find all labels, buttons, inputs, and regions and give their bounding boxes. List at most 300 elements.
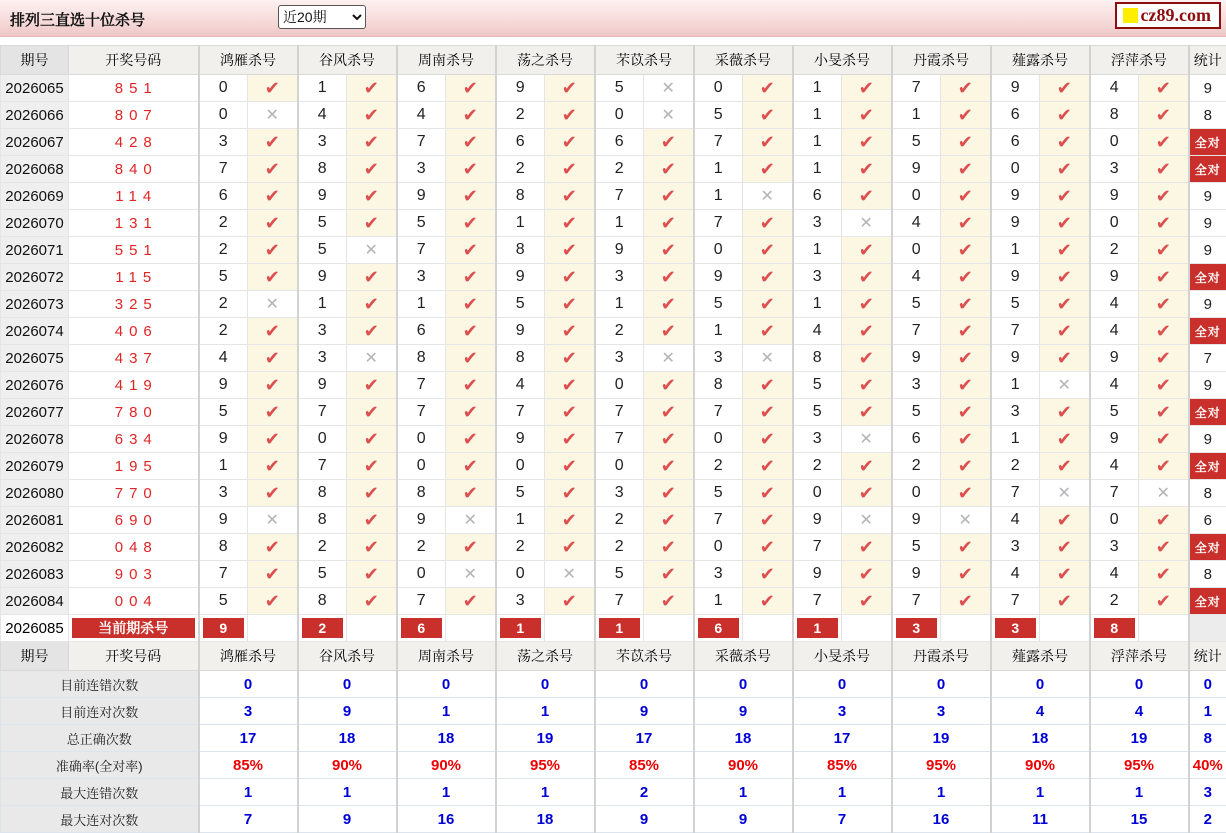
kill-result-cell (842, 480, 892, 507)
cross-icon: ✕ (761, 188, 774, 205)
kill-result-cell (545, 210, 595, 237)
kill-result-cell (446, 129, 496, 156)
kill-result-cell (941, 129, 991, 156)
kill-digit-cell: 3 (991, 534, 1040, 561)
check-icon: ✔ (1057, 132, 1072, 152)
kill-digit-cell: 4 (991, 507, 1040, 534)
kill-digit-cell: 7 (199, 156, 248, 183)
kill-digit-cell: 0 (694, 534, 743, 561)
kill-digit-cell: 1 (694, 183, 743, 210)
kill-result-cell (347, 318, 397, 345)
stats-value-cell: 1 (496, 779, 595, 806)
check-icon: ✔ (661, 375, 676, 395)
kill-digit-cell: 9 (1090, 264, 1139, 291)
kill-digit-cell: 7 (298, 453, 347, 480)
kill-digit-cell: 5 (397, 210, 446, 237)
table-row (1, 75, 1226, 102)
kill-result-cell (545, 507, 595, 534)
check-icon: ✔ (562, 267, 577, 287)
check-icon: ✔ (1057, 321, 1072, 341)
check-icon: ✔ (463, 132, 478, 152)
kill-result-cell (941, 264, 991, 291)
check-icon: ✔ (562, 294, 577, 314)
kill-result-cell (347, 156, 397, 183)
cross-icon: ✕ (761, 350, 774, 367)
check-icon: ✔ (760, 537, 775, 557)
stats-value-cell: 15 (1090, 806, 1189, 833)
kill-digit-cell: 1 (595, 291, 644, 318)
stats-value-cell: 85% (793, 752, 892, 779)
kill-result-cell (248, 156, 298, 183)
kill-result-cell (248, 183, 298, 210)
check-icon: ✔ (661, 213, 676, 233)
check-icon: ✔ (1057, 267, 1072, 287)
kill-result-cell (842, 210, 892, 237)
kill-digit-cell: 1 (298, 75, 347, 102)
table-row (1, 534, 1226, 561)
check-icon: ✔ (562, 213, 577, 233)
check-icon: ✔ (463, 402, 478, 422)
kill-result-cell (644, 507, 694, 534)
kill-digit-cell: 7 (793, 534, 842, 561)
col-header-stat: 统计 (1189, 46, 1226, 75)
kill-digit-cell: 2 (496, 534, 545, 561)
kill-result-cell (644, 318, 694, 345)
kill-result-cell (644, 453, 694, 480)
kill-result-cell (248, 453, 298, 480)
kill-digit-cell: 9 (991, 264, 1040, 291)
check-icon: ✔ (364, 591, 379, 611)
check-icon: ✔ (265, 537, 280, 557)
kill-digit-cell: 2 (199, 318, 248, 345)
kill-result-cell (941, 507, 991, 534)
kill-result-cell (248, 75, 298, 102)
check-icon: ✔ (562, 402, 577, 422)
stats-value-cell: 0 (298, 671, 397, 698)
stats-value-cell: 3 (793, 698, 892, 725)
period-range-select[interactable] (278, 5, 366, 29)
kill-result-cell (743, 561, 793, 588)
table-row (1, 210, 1226, 237)
check-icon: ✔ (463, 294, 478, 314)
kill-digit-cell: 3 (397, 264, 446, 291)
check-icon: ✔ (958, 186, 973, 206)
kill-digit-cell: 9 (793, 561, 842, 588)
kill-digit-cell: 2 (595, 507, 644, 534)
stat-cell: 8 (1189, 561, 1226, 588)
kill-result-cell (941, 372, 991, 399)
kill-digit-cell: 4 (496, 372, 545, 399)
check-icon: ✔ (265, 402, 280, 422)
kill-result-cell (842, 237, 892, 264)
kill-result-cell (842, 534, 892, 561)
kill-digit-cell: 6 (397, 318, 446, 345)
stats-value-cell: 1 (199, 779, 298, 806)
stat-all-correct-cell: 全对 (1189, 534, 1226, 561)
stats-stat-cell: 1 (1189, 698, 1226, 725)
kill-digit-cell: 4 (991, 561, 1040, 588)
stat-cell: 9 (1189, 183, 1226, 210)
kill-result-cell (842, 318, 892, 345)
kill-result-cell (842, 345, 892, 372)
kill-digit-cell: 7 (991, 318, 1040, 345)
kill-result-cell (1040, 507, 1090, 534)
check-icon: ✔ (463, 483, 478, 503)
current-kill-result-cell (545, 615, 595, 642)
check-icon: ✔ (265, 483, 280, 503)
kill-digit-cell: 2 (793, 453, 842, 480)
check-icon: ✔ (562, 105, 577, 125)
check-icon: ✔ (463, 591, 478, 611)
check-icon: ✔ (1156, 537, 1171, 557)
kill-digit-cell: 4 (1090, 75, 1139, 102)
draw-number-cell: 131 (69, 210, 199, 237)
stats-stat-cell: 8 (1189, 725, 1226, 752)
kill-result-cell (347, 102, 397, 129)
kill-digit-cell: 3 (694, 561, 743, 588)
check-icon: ✔ (760, 213, 775, 233)
current-kill-digit: 2 (302, 618, 344, 638)
header-row (1, 642, 1226, 671)
kill-digit-cell: 9 (892, 156, 941, 183)
check-icon: ✔ (562, 240, 577, 260)
col-header-period: 期号 (1, 46, 69, 75)
kill-result-cell (1040, 399, 1090, 426)
stats-value-cell: 9 (694, 698, 793, 725)
kill-digit-cell: 3 (595, 264, 644, 291)
kill-result-cell (941, 453, 991, 480)
stats-stat-cell: 40% (1189, 752, 1226, 779)
kill-digit-cell: 7 (397, 129, 446, 156)
kill-result-cell (347, 372, 397, 399)
kill-result-cell (446, 183, 496, 210)
col-header-expert: 小旻杀号 (793, 642, 892, 671)
stats-value-cell: 95% (1090, 752, 1189, 779)
col-header-expert: 丹霞杀号 (892, 642, 991, 671)
stats-row (1, 725, 1226, 752)
kill-digit-cell: 7 (694, 507, 743, 534)
check-icon: ✔ (958, 375, 973, 395)
kill-result-cell (842, 453, 892, 480)
stats-value-cell: 1 (397, 698, 496, 725)
table-row (1, 318, 1226, 345)
kill-digit-cell: 6 (991, 129, 1040, 156)
kill-result-cell (941, 399, 991, 426)
current-kill-digit: 1 (599, 618, 641, 638)
current-kill-digit: 6 (698, 618, 740, 638)
stats-stat-cell: 2 (1189, 806, 1226, 833)
check-icon: ✔ (760, 456, 775, 476)
stats-value-cell: 18 (694, 725, 793, 752)
stats-value-cell: 18 (298, 725, 397, 752)
table-row (1, 156, 1226, 183)
kill-result-cell (842, 588, 892, 615)
kill-digit-cell: 7 (694, 399, 743, 426)
kill-result-cell (941, 534, 991, 561)
kill-digit-cell: 2 (595, 318, 644, 345)
cross-icon: ✕ (464, 512, 477, 529)
current-kill-digit: 3 (896, 618, 938, 638)
col-header-expert: 丹霞杀号 (892, 46, 991, 75)
check-icon: ✔ (364, 429, 379, 449)
kill-digit-cell: 7 (199, 561, 248, 588)
check-icon: ✔ (364, 213, 379, 233)
stats-value-cell: 16 (892, 806, 991, 833)
kill-result-cell (941, 102, 991, 129)
page-title: 排列三直选十位杀号 (10, 9, 145, 30)
stats-value-cell: 1 (694, 779, 793, 806)
check-icon: ✔ (958, 429, 973, 449)
check-icon: ✔ (958, 483, 973, 503)
kill-result-cell (1139, 507, 1189, 534)
logo-square-icon (1123, 8, 1138, 23)
check-icon: ✔ (859, 240, 874, 260)
stat-cell (1189, 615, 1226, 642)
kill-digit-cell: 0 (1090, 210, 1139, 237)
kill-digit-cell: 0 (298, 426, 347, 453)
table-row (1, 588, 1226, 615)
stats-row (1, 698, 1226, 725)
table-row (1, 453, 1226, 480)
check-icon: ✔ (958, 159, 973, 179)
stats-row (1, 752, 1226, 779)
draw-number-cell: 840 (69, 156, 199, 183)
stat-all-correct-cell: 全对 (1189, 156, 1226, 183)
kill-result-cell (446, 264, 496, 291)
kill-result-cell (347, 129, 397, 156)
kill-result-cell (1139, 399, 1189, 426)
check-icon: ✔ (1156, 294, 1171, 314)
kill-digit-cell: 3 (298, 318, 347, 345)
kill-result-cell (1139, 156, 1189, 183)
current-kill-result-cell (644, 615, 694, 642)
cross-icon: ✕ (959, 512, 972, 529)
kill-digit-cell: 8 (298, 480, 347, 507)
kill-result-cell (545, 183, 595, 210)
current-kill-digit-cell (199, 615, 248, 642)
cross-icon: ✕ (1058, 377, 1071, 394)
kill-digit-cell: 1 (496, 507, 545, 534)
check-icon: ✔ (265, 429, 280, 449)
kill-result-cell (347, 291, 397, 318)
current-kill-digit-cell (1090, 615, 1139, 642)
kill-digit-cell: 0 (694, 426, 743, 453)
check-icon: ✔ (364, 159, 379, 179)
check-icon: ✔ (859, 105, 874, 125)
check-icon: ✔ (265, 564, 280, 584)
kill-result-cell (1040, 453, 1090, 480)
check-icon: ✔ (265, 186, 280, 206)
kill-digit-cell: 5 (298, 210, 347, 237)
stat-cell: 7 (1189, 345, 1226, 372)
kill-digit-cell: 5 (991, 291, 1040, 318)
stats-value-cell: 3 (892, 698, 991, 725)
kill-digit-cell: 5 (199, 399, 248, 426)
stats-value-cell: 19 (892, 725, 991, 752)
kill-digit-cell: 0 (1090, 507, 1139, 534)
kill-digit-cell: 2 (496, 156, 545, 183)
kill-result-cell (545, 345, 595, 372)
kill-result-cell (743, 210, 793, 237)
kill-digit-cell: 3 (1090, 534, 1139, 561)
kill-digit-cell: 3 (298, 129, 347, 156)
kill-result-cell (1139, 237, 1189, 264)
check-icon: ✔ (364, 186, 379, 206)
draw-number-cell: 634 (69, 426, 199, 453)
kill-digit-cell: 8 (1090, 102, 1139, 129)
kill-digit-cell: 8 (298, 507, 347, 534)
stats-value-cell: 18 (991, 725, 1090, 752)
check-icon: ✔ (859, 402, 874, 422)
kill-result-cell (842, 291, 892, 318)
check-icon: ✔ (760, 240, 775, 260)
check-icon: ✔ (265, 456, 280, 476)
check-icon: ✔ (958, 402, 973, 422)
kill-result-cell (347, 399, 397, 426)
stats-value-cell: 95% (496, 752, 595, 779)
check-icon: ✔ (364, 132, 379, 152)
kill-result-cell (1040, 561, 1090, 588)
kill-result-cell (248, 372, 298, 399)
kill-digit-cell: 9 (991, 210, 1040, 237)
kill-digit-cell: 9 (496, 264, 545, 291)
period-cell: 2026067 (1, 129, 69, 156)
current-kill-digit-cell (595, 615, 644, 642)
kill-digit-cell: 8 (496, 237, 545, 264)
draw-number-cell: 406 (69, 318, 199, 345)
kill-digit-cell: 2 (1090, 588, 1139, 615)
check-icon: ✔ (958, 321, 973, 341)
stat-cell: 9 (1189, 210, 1226, 237)
stats-value-cell: 0 (892, 671, 991, 698)
current-kill-digit: 1 (797, 618, 839, 638)
draw-number-cell: 780 (69, 399, 199, 426)
kill-result-cell (446, 318, 496, 345)
check-icon: ✔ (364, 564, 379, 584)
kill-digit-cell: 9 (991, 75, 1040, 102)
kill-result-cell (446, 75, 496, 102)
check-icon: ✔ (661, 510, 676, 530)
draw-number-cell: 115 (69, 264, 199, 291)
check-icon: ✔ (1156, 159, 1171, 179)
kill-result-cell (644, 183, 694, 210)
kill-result-cell (1040, 291, 1090, 318)
kill-digit-cell: 9 (1090, 345, 1139, 372)
check-icon: ✔ (661, 402, 676, 422)
check-icon: ✔ (1156, 321, 1171, 341)
kill-result-cell (446, 210, 496, 237)
kill-result-cell (248, 426, 298, 453)
kill-result-cell (545, 237, 595, 264)
kill-digit-cell: 3 (595, 345, 644, 372)
kill-result-cell (743, 372, 793, 399)
kill-digit-cell: 9 (397, 507, 446, 534)
kill-result-cell (1040, 75, 1090, 102)
stats-value-cell: 1 (298, 779, 397, 806)
check-icon: ✔ (661, 294, 676, 314)
stats-label-cell: 目前连对次数 (1, 698, 199, 725)
site-logo[interactable] (1115, 2, 1221, 29)
kill-result-cell (1139, 426, 1189, 453)
draw-number-cell: 807 (69, 102, 199, 129)
draw-number-cell: 851 (69, 75, 199, 102)
cross-icon: ✕ (563, 566, 576, 583)
kill-digit-cell: 6 (991, 102, 1040, 129)
table-row (1, 480, 1226, 507)
draw-number-cell: 690 (69, 507, 199, 534)
kill-digit-cell: 7 (397, 399, 446, 426)
kill-result-cell (545, 534, 595, 561)
check-icon: ✔ (958, 105, 973, 125)
kill-digit-cell: 1 (694, 588, 743, 615)
kill-digit-cell: 2 (199, 210, 248, 237)
current-kill-result-cell (446, 615, 496, 642)
kill-result-cell (446, 102, 496, 129)
current-kill-digit: 6 (401, 618, 443, 638)
current-kill-result-cell (941, 615, 991, 642)
kill-result-cell (941, 291, 991, 318)
current-period-row (1, 615, 1226, 642)
kill-digit-cell: 7 (892, 588, 941, 615)
check-icon: ✔ (364, 267, 379, 287)
col-header-expert: 周南杀号 (397, 642, 496, 671)
stats-value-cell: 11 (991, 806, 1090, 833)
stats-value-cell: 90% (694, 752, 793, 779)
check-icon: ✔ (1057, 510, 1072, 530)
kill-result-cell (248, 237, 298, 264)
kill-digit-cell: 3 (793, 426, 842, 453)
cross-icon: ✕ (266, 296, 279, 313)
current-kill-result-cell (1139, 615, 1189, 642)
kill-digit-cell: 8 (298, 588, 347, 615)
current-kill-result-cell (248, 615, 298, 642)
check-icon: ✔ (661, 429, 676, 449)
col-header-expert: 采薇杀号 (694, 642, 793, 671)
period-cell: 2026069 (1, 183, 69, 210)
kill-result-cell (743, 480, 793, 507)
kill-digit-cell: 7 (595, 183, 644, 210)
stats-value-cell: 18 (397, 725, 496, 752)
cross-icon: ✕ (266, 512, 279, 529)
kill-result-cell (347, 345, 397, 372)
check-icon: ✔ (364, 78, 379, 98)
check-icon: ✔ (364, 294, 379, 314)
kill-result-cell (1139, 129, 1189, 156)
kill-digit-cell: 1 (793, 237, 842, 264)
current-kill-label: 当前期杀号 (72, 618, 195, 638)
check-icon: ✔ (265, 375, 280, 395)
kill-digit-cell: 0 (496, 561, 545, 588)
check-icon: ✔ (859, 564, 874, 584)
kill-result-cell (347, 426, 397, 453)
check-icon: ✔ (562, 591, 577, 611)
kill-result-cell (743, 507, 793, 534)
check-icon: ✔ (760, 483, 775, 503)
col-header-number: 开奖号码 (69, 46, 199, 75)
stats-value-cell: 9 (595, 698, 694, 725)
kill-digit-cell: 1 (595, 210, 644, 237)
check-icon: ✔ (760, 105, 775, 125)
check-icon: ✔ (958, 294, 973, 314)
kill-result-cell (941, 426, 991, 453)
check-icon: ✔ (859, 321, 874, 341)
period-cell: 2026085 (1, 615, 69, 642)
kill-result-cell (842, 507, 892, 534)
kill-digit-cell: 0 (397, 561, 446, 588)
current-kill-label-cell (69, 615, 199, 642)
kill-digit-cell: 3 (199, 480, 248, 507)
kill-digit-cell: 5 (892, 534, 941, 561)
